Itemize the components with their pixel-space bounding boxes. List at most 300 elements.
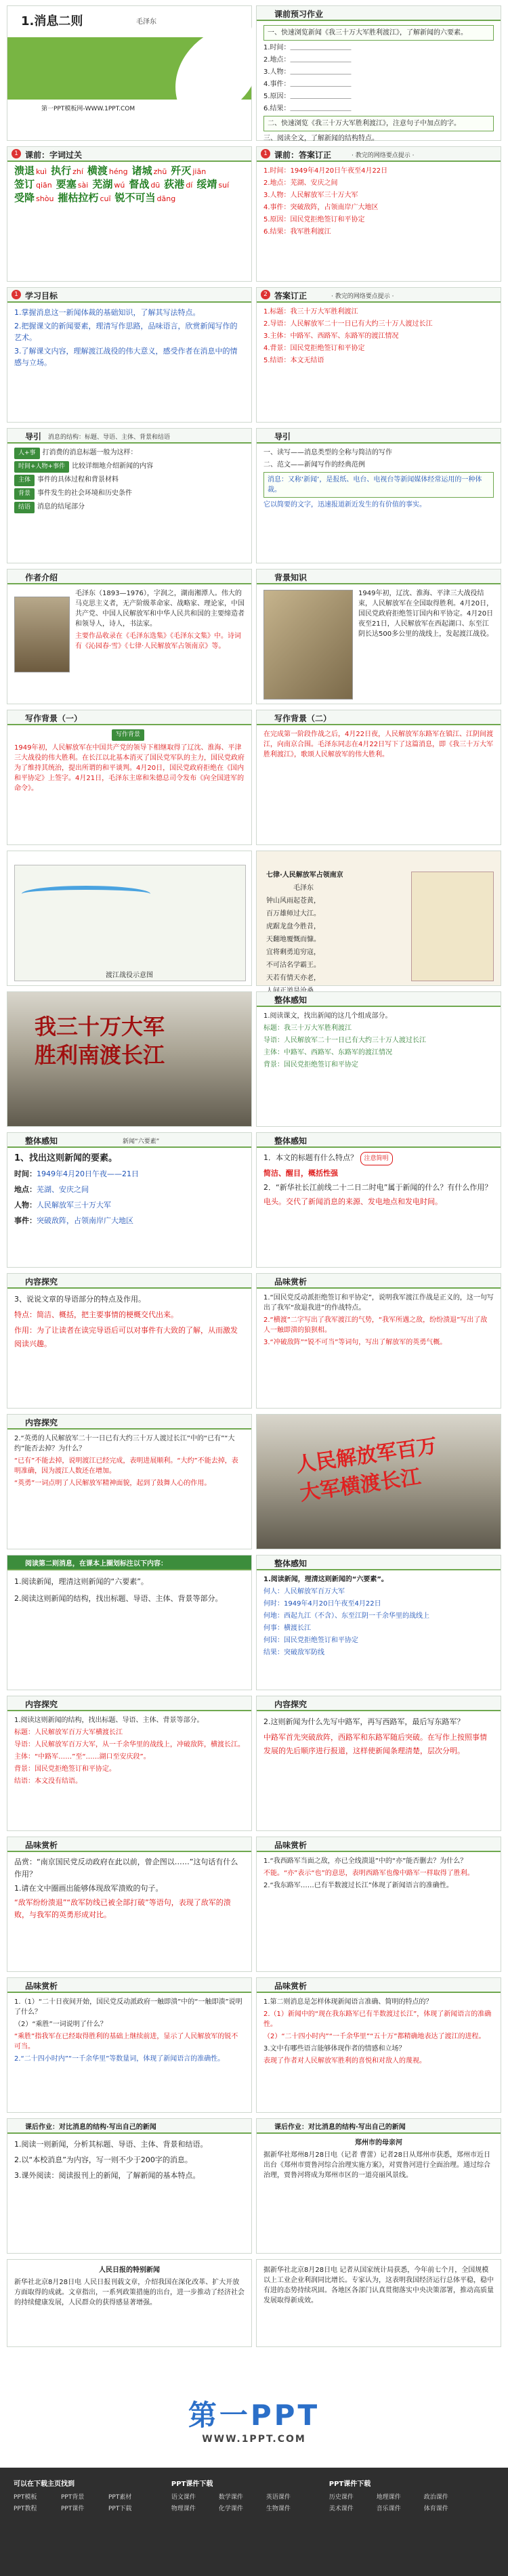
- vocab-word: [58, 193, 110, 204]
- poem-line: 宜将剩勇追穷寇，: [266, 949, 320, 956]
- article-text: 新华社北京8月28日电 人民日报刊载文章，介绍我国在深化改革、扩大开放方面取得的成就。文章指出，一系列政策措施的出台，进一步推动了经济社会的持续健康发展，人民群众的获得感显著增强。: [14, 2279, 245, 2306]
- vocab-word: [115, 193, 176, 204]
- author-portrait: [14, 597, 70, 672]
- slide-reading-2[interactable]: [256, 2259, 501, 2347]
- slide-overview-2[interactable]: [256, 1132, 501, 1268]
- slide-header: [257, 1837, 501, 1852]
- slide-body: [14, 1152, 245, 1263]
- vocab-term: 签订: [14, 178, 35, 190]
- vocab-term: 执行: [51, 165, 72, 177]
- slide-goals[interactable]: [7, 287, 252, 423]
- structure-value: 事件发生的社会环境和历史条件: [37, 490, 133, 497]
- poem-line: 虎踞龙盘今胜昔，: [266, 923, 320, 930]
- slide-overview-1[interactable]: [256, 991, 501, 1127]
- text-line: 背景：国民党拒绝签订和平协定: [263, 1061, 358, 1069]
- slide-header: [7, 1978, 251, 1993]
- structure-row: [14, 475, 245, 486]
- slide-header: [7, 288, 251, 303]
- vocab-pinyin: qiān: [36, 181, 52, 190]
- text-line: 2.这则新闻为什么先写中路军，再写西路军，最后写东路军？: [263, 1717, 465, 1726]
- vocab-word: [171, 166, 206, 177]
- slide-header: [7, 710, 251, 725]
- vocab-word: [164, 179, 192, 190]
- footer-link[interactable]: PPT下载: [108, 2506, 132, 2512]
- slide-header: [7, 570, 251, 584]
- slide-cover[interactable]: [7, 5, 252, 141]
- text-line: 4.事件：＿＿＿＿＿＿＿＿＿: [263, 81, 352, 88]
- vocab-pinyin: dí: [186, 181, 193, 190]
- slide-body: [14, 1715, 245, 1826]
- slide-six-elements[interactable]: [7, 1132, 252, 1268]
- article-title: 郑州市的母亲河: [355, 2139, 402, 2147]
- vocab-pinyin: zhí: [72, 167, 83, 176]
- slide-title: 课后作业：对比消息的结构·写出自己的新闻: [274, 2124, 406, 2131]
- vocab-term: 横渡: [87, 165, 108, 177]
- vocab-word: [196, 179, 229, 190]
- text-line: 它以简要的文字，迅速报道新近发生的有价值的事实。: [263, 501, 426, 509]
- structure-value: 比较详细地介绍新闻的内容: [72, 463, 154, 470]
- slide-body: [14, 2138, 245, 2249]
- footer-link[interactable]: 地理课件: [376, 2494, 401, 2501]
- text-line: 5.原因：＿＿＿＿＿＿＿＿＿: [263, 93, 352, 100]
- text-line: 品赏：“南京国民党反动政府在此以前，曾企图以……”这句话有什么作用？: [14, 1858, 238, 1879]
- slide-header: [257, 992, 501, 1007]
- element-key: 人物：: [14, 1201, 37, 1209]
- slide-body: [263, 1293, 494, 1404]
- question-text: 1．本文的标题有什么特点？: [263, 1153, 358, 1162]
- footer-link[interactable]: 历史课件: [329, 2494, 354, 2501]
- text-line: 1.请在文中圈画出能够体现敌军溃败的句子。: [14, 1884, 163, 1893]
- vocab-word: [132, 166, 167, 177]
- slide-body: [263, 1152, 494, 1263]
- slide-title: 整体感知: [25, 1136, 58, 1146]
- structure-key: 背景: [14, 488, 35, 500]
- slide-header: [7, 1696, 251, 1711]
- slide-header: [257, 1555, 501, 1570]
- slide-title: 课前：字词过关: [25, 150, 83, 160]
- slide-title: 课后作业：对比消息的结构·写出自己的新闻: [25, 2124, 156, 2131]
- slide-answers-1[interactable]: [256, 146, 501, 282]
- slide-body: [358, 588, 494, 700]
- answer-line: 5.结语：本文无结语: [263, 357, 324, 364]
- element-value: 芜湖、安庆之间: [37, 1185, 89, 1194]
- slide-title: 答案订正: [274, 291, 308, 301]
- site-footer: [0, 2353, 508, 2576]
- background-text: 在完成第一阶段作战之后，4月22日夜，人民解放军东路军在镇江、江阴间渡江，向南京合围。毛泽东同志在4月22日写下了这篇消息，即《我三十万大军胜利渡江》，歌颂人民解放军的伟大胜利。: [263, 731, 494, 758]
- answer-line: 2.地点：芜湖、安庆之间: [263, 179, 338, 187]
- slide-homework-1[interactable]: [7, 2118, 252, 2254]
- footer-links: [14, 2478, 494, 2515]
- text-line: （2）“乘胜”一词说明了什么？: [14, 2021, 107, 2028]
- slide-title: 品味赏析: [274, 1277, 308, 1287]
- slide-appreciate-2[interactable]: [7, 1837, 252, 1972]
- text-line: 1.阅读课文，找出新闻的这几个组成部分。: [263, 1012, 392, 1020]
- background-text: 1949年初，辽沈、淮海、平津三大战役结束，人民解放军在全国取得胜利。4月20日，国民党政府拒绝签订国内和平协定。4月20日夜至21日，人民解放军在西起湖口、东至江阴长达500多公里的战线上，发起渡江战役。: [358, 590, 494, 638]
- slide-homework-2[interactable]: [256, 2118, 501, 2254]
- slide-title: 课前：答案订正: [274, 150, 332, 160]
- slide-explore-4[interactable]: [256, 1696, 501, 1831]
- slide-background[interactable]: [256, 569, 501, 704]
- slide-appreciate-5[interactable]: [256, 1977, 501, 2113]
- text-line: 主体：中路军、西路军、东路军的渡江情况: [263, 1049, 392, 1056]
- slide-appreciate-1[interactable]: [256, 1273, 501, 1409]
- slide-body: [263, 1856, 494, 1967]
- footer-link[interactable]: 物理课件: [171, 2506, 196, 2512]
- slide-title: 品味赏析: [274, 1981, 308, 1991]
- element-value: 人民解放军三十万大军: [37, 1201, 111, 1209]
- answer-line: 3.人物：人民解放军三十万大军: [263, 192, 358, 199]
- text-line: 2.“英勇的人民解放军二十一日已有大约三十万人渡过长江”中的“已有”“大约”能否去掉？为什么？: [14, 1435, 235, 1453]
- text-line: “英勇”一词点明了人民解放军精神面貌，起到了鼓舞人心的作用。: [14, 1480, 211, 1487]
- text-line: 6.结果：＿＿＿＿＿＿＿＿＿: [263, 105, 352, 112]
- slide-body: [263, 1715, 494, 1826]
- section-chip: 写作背景: [112, 729, 144, 741]
- slide-header: [257, 288, 501, 303]
- vocab-pinyin: sài: [77, 181, 89, 190]
- text-line: 1.阅读一则新闻，分析其标题、导语、主体、背景和结语。: [14, 2140, 208, 2149]
- vocab-term: 要塞: [56, 178, 77, 190]
- slide-tag: · 教完的网络要点提示 ·: [331, 293, 394, 300]
- text-line: 2.“我东路军……已有半数渡过长江”体现了新闻语言的准确性。: [263, 1882, 453, 1889]
- logo-url: WWW.1PPT.COM: [202, 2434, 306, 2445]
- footer-link[interactable]: PPT课件: [61, 2506, 85, 2512]
- slide-appreciate-3[interactable]: [256, 1837, 501, 1972]
- slide-task-2[interactable]: [7, 1555, 252, 1690]
- text-line: 作用：为了让读者在读完导语后可以对事件有大致的了解，从而激发阅读兴趣。: [14, 1326, 238, 1348]
- slide-header: [7, 1274, 251, 1289]
- text-line: 二、范文——新闻写作的经典范例: [263, 461, 365, 469]
- vocab-word: [14, 179, 52, 190]
- structure-key: 人+事: [14, 448, 40, 459]
- hero-image: [257, 1415, 501, 1549]
- vocab-term: 诸城: [131, 165, 152, 177]
- text-line: 1.“我西路军当面之敌，亦已全线溃退”中的“亦”能否删去？为什么？: [263, 1858, 467, 1865]
- vocab-term: 溃退: [14, 165, 35, 177]
- vocab-word: [129, 179, 160, 190]
- element-line: 结果：突破敌军防线: [263, 1649, 324, 1656]
- vocab-pinyin: héng: [108, 167, 128, 176]
- footer-column-title: PPT课件下载: [329, 2481, 371, 2488]
- slide-title: 整体感知: [274, 995, 308, 1005]
- text-line: 1.第二则消息是怎样体现新闻语言准确、简明的特点的？: [263, 1998, 433, 2006]
- slide-body: [14, 1856, 245, 1967]
- vocab-word: [56, 179, 89, 190]
- text-line: 3.课外阅读：阅读报刊上的新闻，了解新闻的基本特点。: [14, 2171, 200, 2180]
- text-line: 3、说说文章的导语部分的特点及作用。: [14, 1295, 146, 1304]
- slide-body: [263, 25, 494, 142]
- text-line: 主体：“中路军……”至“……湖口至安庆段”。: [14, 1753, 150, 1761]
- text-line: 1.“国民党反动派拒绝签订和平协定”，说明我军渡江作战是正义的，这一句写出了我军“敌退我进”的作战特点。: [263, 1294, 494, 1312]
- footer-link[interactable]: 化学课件: [218, 2506, 243, 2512]
- calligraphy-image: [411, 872, 494, 981]
- logo-text: 第一PPT: [188, 2399, 320, 2432]
- slide-header: [7, 1555, 251, 1570]
- question-text: 2．“新华社长江前线二十二日二时电”属于新闻的什么？有什么作用？: [263, 1183, 492, 1192]
- footer-column: [329, 2478, 485, 2515]
- author-works: 主要作品收录在《毛泽东选集》《毛泽东文集》中。诗词有《沁园春·雪》《七律·人民解放军占领南京》等。: [75, 632, 241, 650]
- slide-body: [263, 2265, 494, 2342]
- slide-body: [14, 1997, 245, 2108]
- slide-body: [14, 1434, 245, 1545]
- element-line: 何人：人民解放军百万大军: [263, 1588, 345, 1595]
- structure-value: 打消费的消息标题一般为这样：: [42, 449, 137, 456]
- structure-value: 消息的结尾部分: [37, 503, 85, 511]
- question-title: 1、找出这则新闻的要素。: [14, 1153, 118, 1163]
- article-title: 人民日报的特别新闻: [99, 2267, 160, 2274]
- footer-banner: [0, 2353, 508, 2468]
- article-text: 据新华社郑州8月28日电（记者 曹蕾）记者28日从郑州市获悉，郑州市近日出台《郑州市贾鲁河综合治理实施方案》，对贾鲁河进行全面治理。通过综合治理，贾鲁河将成为郑州市区的一道亮丽风景线。: [263, 2151, 490, 2179]
- vocab-list: [14, 166, 245, 277]
- footer-column-title: PPT课件下载: [171, 2481, 213, 2488]
- text-line: 导语：人民解放军二十一日已有大约三十万人渡过长江: [263, 1037, 426, 1044]
- goal-line: 1.掌握消息这一新闻体裁的基础知识，了解其写法特点。: [14, 308, 200, 317]
- vocab-pinyin: suí: [218, 181, 230, 190]
- text-line: 导语：人民解放军百万大军，从一千余华里的战线上，冲破敌阵，横渡长江。: [14, 1741, 245, 1748]
- map-caption: 渡江战役示意图: [106, 972, 153, 979]
- slide-title: 导引: [274, 432, 291, 442]
- slide-answers-2[interactable]: [256, 287, 501, 423]
- vocab-term: 摧枯拉朽: [58, 192, 99, 204]
- slide-title: 品味赏析: [25, 1981, 58, 1991]
- slide-body: [14, 1574, 245, 1686]
- slide-body: [263, 729, 494, 840]
- slide-title: 内容探究: [25, 1700, 58, 1709]
- cover-title: 1.消息二则: [21, 14, 83, 28]
- slide-body: [263, 448, 494, 559]
- hero-title: 人民解放军百万 大军横渡长江: [294, 1434, 439, 1506]
- slide-number-badge: 1: [261, 149, 270, 158]
- vocab-pinyin: dū: [150, 181, 161, 190]
- goal-line: 2.把握课文的新闻要素，理清写作思路，品味语言，欣赏新闻写作的艺术。: [14, 322, 238, 342]
- slide-banner-2[interactable]: [256, 1414, 501, 1549]
- slide-header: [7, 147, 251, 162]
- background-text: 1949年初，人民解放军在中国共产党的领导下相继取得了辽沈、淮海、平津三大战役的伟大胜利。在长江以北基本消灭了国民党军队的主力，国民党政府为了维持其统治，提出所谓的和平谈判。4月20日，国民党政府拒绝在《国内和平协定》上签字。4月21日，毛泽东主席和朱德总司令发布《向全国进军的命令》。: [14, 744, 245, 792]
- slide-writing-bg-2[interactable]: [256, 710, 501, 845]
- footer-link[interactable]: PPT模板: [14, 2494, 37, 2501]
- vocab-word: [92, 179, 125, 190]
- poem-line: 天若有情天亦老，: [266, 974, 320, 982]
- element-key: 时间：: [14, 1169, 37, 1178]
- answer-line: 2.导语：人民解放军二十一日已有大约三十万人渡过长江: [263, 320, 433, 328]
- slide-banner-1[interactable]: [7, 991, 252, 1127]
- text-line: 中路军首先突破敌阵，西路军和东路军随后突破。在写作上按照事情发展的先后顺序进行报道，这样使新闻条理清楚，层次分明。: [263, 1733, 487, 1755]
- structure-list: [14, 448, 245, 559]
- answer-text: 简洁、醒目，概括性强: [263, 1169, 338, 1178]
- answer-line: 3.主体：中路军、西路军、东路军的渡江情况: [263, 332, 399, 340]
- footer-column-title: 可以在下载主页找到: [14, 2481, 75, 2488]
- slide-writing-bg-1[interactable]: [7, 710, 252, 845]
- slide-reading-1[interactable]: [7, 2259, 252, 2347]
- text-line: 结语：本文没有结语。: [14, 1778, 82, 1785]
- slide-title: 整体感知: [274, 1136, 308, 1146]
- vocab-pinyin: wú: [114, 181, 125, 190]
- slide-title: 品味赏析: [274, 1841, 308, 1850]
- slide-header: [257, 570, 501, 584]
- slide-header: [7, 1133, 251, 1148]
- slide-guide[interactable]: [256, 428, 501, 563]
- text-line: 3.“冲破敌阵”“锐不可当”等词句，写出了解放军的英勇气概。: [263, 1339, 447, 1346]
- vocab-word: [14, 166, 47, 177]
- slide-explore-3[interactable]: [7, 1696, 252, 1831]
- poem-author: 毛泽东: [293, 884, 314, 892]
- cover-band: [7, 37, 251, 100]
- slide-title: 课前预习作业: [274, 9, 324, 19]
- slide-structure[interactable]: [7, 428, 252, 563]
- slide-overview-3[interactable]: [256, 1555, 501, 1690]
- slide-body: [14, 307, 245, 418]
- slide-explore-1[interactable]: [7, 1273, 252, 1409]
- slide-header: [257, 1274, 501, 1289]
- footer-link[interactable]: 语文课件: [171, 2494, 196, 2501]
- vocab-word: [14, 193, 54, 204]
- slide-vocab[interactable]: [7, 146, 252, 282]
- answer-line: 6.结果：我军胜利渡江: [263, 228, 331, 236]
- answer-line: 4.事件：突破敌阵，占领南岸广大地区: [263, 204, 379, 211]
- vocab-pinyin: cuī: [100, 194, 111, 203]
- text-line: 1.阅读这则新闻的结构，找出标题、导语、主体、背景等部分。: [14, 1717, 204, 1724]
- footer-link[interactable]: 体育课件: [423, 2506, 448, 2512]
- hero-image: [7, 992, 251, 1126]
- element-value: 1949年4月20日午夜——21日: [37, 1169, 139, 1178]
- structure-row: [14, 448, 245, 459]
- text-line: 1.时间：＿＿＿＿＿＿＿＿＿: [263, 44, 352, 51]
- slide-number-badge: 1: [12, 290, 21, 299]
- element-line: 何事：横渡长江: [263, 1625, 311, 1632]
- river-line: [22, 886, 150, 902]
- slide-title: 写作背景（二）: [274, 714, 332, 723]
- text-line: 2.地点：＿＿＿＿＿＿＿＿＿: [263, 56, 352, 64]
- vocab-term: 荻港: [164, 178, 185, 190]
- slide-body: [263, 2138, 494, 2249]
- element-line: 何地：西起九江（不含）、东至江阴一千余华里的战线上: [263, 1612, 429, 1620]
- task-line: 2.阅读这则新闻的结构，找出标题、导语、主体、背景等部分。: [14, 1594, 223, 1603]
- slide-title: 作者介绍: [25, 573, 58, 582]
- slide-header: [7, 2119, 251, 2134]
- slide-number-badge: 2: [261, 290, 270, 299]
- footer-link[interactable]: 数学课件: [218, 2494, 243, 2501]
- author-bio: 毛泽东（1893—1976），字润之，湖南湘潭人。伟大的马克思主义者，无产阶级革命家、战略家、理论家，中国共产党、中国人民解放军和中华人民共和国的主要缔造者和领导人，诗人，书法家。: [75, 590, 245, 628]
- slide-header: [257, 429, 501, 444]
- text-line: 1.（1）“二十日夜间开始，国民党反动派政府一触即溃”中的“一触即溃”说明了什么？: [14, 1998, 242, 2016]
- vocab-term: 受降: [14, 192, 35, 204]
- text-line: “敌军纷纷溃退”“敌军防线已被全部打破”等语句，表现了敌军的溃败，与我军的英勇形成对比。: [14, 1898, 231, 1919]
- structure-key: 结语: [14, 502, 35, 513]
- vocab-pinyin: dāng: [156, 194, 176, 203]
- slide-body: [263, 1574, 494, 1686]
- slide-header: [7, 1837, 251, 1852]
- slide-body: [14, 729, 245, 840]
- slide-preview-homework[interactable]: [256, 5, 501, 141]
- structure-row: [14, 461, 245, 473]
- element-line: 何因：国民党拒绝签订和平协定: [263, 1637, 358, 1644]
- site-logo[interactable]: [0, 2393, 508, 2445]
- answer-line: 5.原因：国民党拒绝签订和平协定: [263, 216, 365, 223]
- slide-number-badge: 1: [12, 149, 21, 158]
- slide-poem[interactable]: [256, 851, 501, 986]
- slide-title: 背景知识: [274, 573, 308, 582]
- vocab-word: [51, 166, 83, 177]
- slide-header: [257, 710, 501, 725]
- cover-author: 毛泽东: [136, 18, 156, 26]
- slide-title: 导引: [25, 432, 42, 442]
- footer-link[interactable]: 英语课件: [266, 2494, 291, 2501]
- slide-map[interactable]: [7, 851, 252, 986]
- vocab-term: 督战: [129, 178, 150, 190]
- text-line: 2.（1）新闻中的“现在我东路军已有半数渡过长江”，体现了新闻语言的准确性。: [263, 2011, 492, 2028]
- hero-title: 我三十万大军 胜利南渡长江: [35, 1014, 165, 1068]
- article-text: 据新华社北京8月28日电 记者从国家统计局获悉，今年前七个月，全国规模以上工业企业利润同比增长。专家认为，这表明我国经济运行总体平稳，稳中有进的态势持续巩固。各地区各部门认真贯彻落实中央决策部署，推动高质量发展取得新成效。: [263, 2267, 494, 2304]
- structure-value: 事件的具体过程和背景材料: [37, 476, 119, 484]
- text-line: 2.“横渡”二字写出了我军渡江的气势，“我军所遇之敌，纷纷溃退”写出了敌人一触即溃的狼狈相。: [263, 1316, 488, 1334]
- slide-appreciate-4[interactable]: [7, 1977, 252, 2113]
- footer-link[interactable]: PPT素材: [108, 2494, 132, 2501]
- slide-body: [263, 1011, 494, 1122]
- slide-title: 学习目标: [25, 291, 58, 301]
- footer-link[interactable]: PPT背景: [61, 2494, 85, 2501]
- hint-pill: 注意简明: [360, 1152, 393, 1165]
- footer-column: [14, 2478, 169, 2515]
- footer-link[interactable]: 政治课件: [423, 2494, 448, 2501]
- slide-title: 写作背景（一）: [25, 714, 83, 723]
- footer-link[interactable]: 音乐课件: [376, 2506, 401, 2512]
- slide-tag: 新闻“六要素”: [123, 1138, 160, 1145]
- slide-title: 内容探究: [25, 1418, 58, 1427]
- slide-title: 品味赏析: [25, 1841, 58, 1850]
- vocab-word: [87, 166, 128, 177]
- text-line: 2.以“本校消息”为内容，写一则不少于200字的消息。: [14, 2155, 192, 2164]
- text-line: 背景：国民党拒绝签订和平协定。: [14, 1765, 116, 1773]
- structure-row: [14, 488, 245, 500]
- text-line: 3.文中有哪些语言能够体现作者的情感和立场？: [263, 2045, 406, 2053]
- slide-explore-2[interactable]: [7, 1414, 252, 1549]
- slide-title: 整体感知: [274, 1559, 308, 1568]
- answer-line: 1.标题：我三十万大军胜利渡江: [263, 308, 358, 316]
- element-key: 地点：: [14, 1185, 37, 1194]
- slide-tag: · 教完的网络要点提示 ·: [352, 152, 415, 159]
- text-line: 标题：我三十万大军胜利渡江: [263, 1025, 352, 1032]
- battle-map: [14, 865, 246, 981]
- slide-tag: 消息的结构：标题、导语、主体、背景和结语: [48, 434, 171, 441]
- slide-author[interactable]: [7, 569, 252, 704]
- footer-column: [171, 2478, 327, 2515]
- text-line: （2）“二十四小时内”“一千余华里”“五十万”都精确地表达了渡江的进程。: [263, 2033, 486, 2040]
- cover-site: 第一PPT模板网-WWW.1PPT.COM: [41, 106, 135, 112]
- footer-link[interactable]: 美术课件: [329, 2506, 354, 2512]
- poem-line: 天翻地覆慨而慷。: [266, 936, 320, 943]
- slide-title: 内容探究: [25, 1277, 58, 1287]
- vocab-term: 锐不可当: [114, 192, 156, 204]
- slide-body: [263, 1997, 494, 2108]
- text-line: 一、快速浏览新闻《我三十万大军胜利渡江》，了解新闻的六要素。: [263, 25, 494, 41]
- slide-title: 内容探究: [274, 1700, 308, 1709]
- vocab-term: 歼灭: [171, 165, 192, 177]
- slide-header: [257, 1978, 501, 1993]
- element-line: 何时：1949年4月20日午夜至4月22日: [263, 1600, 381, 1608]
- poem-line: 百万雄师过大江。: [266, 910, 320, 918]
- slide-header: [257, 6, 501, 21]
- slide-body: [75, 588, 245, 700]
- structure-key: 主体: [14, 475, 35, 486]
- structure-row: [14, 502, 245, 513]
- text-line: “已有”不能去掉，说明渡江已经完成，表明进展顺利。“大约”不能去掉，表明准确，因为渡江人数还在增加。: [14, 1457, 238, 1475]
- element-key: 事件：: [14, 1216, 37, 1225]
- element-value: 突破敌阵，占领南岸广大地区: [37, 1216, 133, 1225]
- footer-link[interactable]: 生物课件: [266, 2506, 291, 2512]
- footer-link[interactable]: PPT教程: [14, 2506, 37, 2512]
- answer-text: 电头。交代了新闻消息的来源、发电地点和发电时间。: [263, 1197, 442, 1206]
- slide-body: [14, 2265, 245, 2342]
- slide-header: [7, 1415, 251, 1430]
